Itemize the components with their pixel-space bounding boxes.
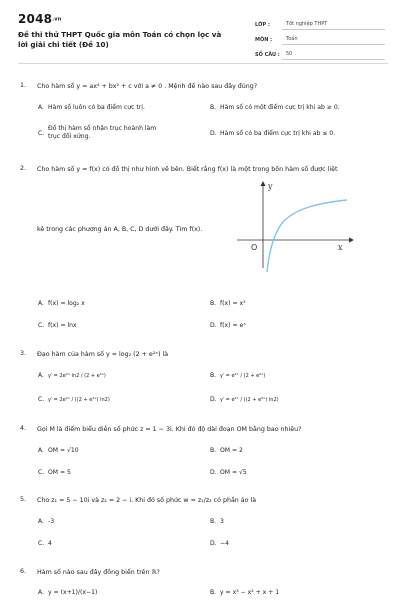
option-label: C. <box>38 396 45 403</box>
meta-value: Toán <box>282 36 385 45</box>
meta-value: 50 <box>282 51 385 60</box>
option-text: −4 <box>220 540 229 547</box>
option-text: OM = √10 <box>48 447 79 454</box>
option-label: B. <box>210 447 217 454</box>
meta-row-subject <box>255 30 385 45</box>
option-label: A. <box>38 300 44 307</box>
meta-key: LỚP : <box>255 22 270 28</box>
option-text: Đồ thị hàm số nhận trục hoành làm trục đối xứng. <box>48 125 157 140</box>
option-text: 3 <box>220 518 224 525</box>
option-text: y = (x+1)/(x−1) <box>48 589 98 596</box>
x-axis-label: x <box>338 243 343 252</box>
question-stem: Cho hàm số y = f(x) có đồ thị như hình vẽ bên. Biết rằng f(x) là một trong bốn hàm số được liệt <box>37 166 338 173</box>
option-label: A. <box>38 589 44 596</box>
meta-panel <box>255 15 385 60</box>
option-text: f(x) = eˣ <box>220 322 246 329</box>
header-divider <box>18 63 388 64</box>
option-text: y′ = e²ˣ / (2 + e²ˣ) <box>220 373 266 379</box>
question-number: 3. <box>20 350 27 357</box>
option-label: C. <box>38 322 45 329</box>
option-text: OM = 5 <box>48 469 71 476</box>
question-2-stem-continued: kê trong các phương án A, B, C, D dưới đây. Tìm f(x). <box>37 226 203 233</box>
option-text: -3 <box>48 518 55 525</box>
option-text: f(x) = lnx <box>48 322 77 329</box>
option-label: D. <box>210 469 217 476</box>
meta-key: MÔN : <box>255 37 273 43</box>
question-number: 4. <box>20 425 27 432</box>
option-label: A. <box>38 104 44 111</box>
option-text: Hàm số luôn có ba điểm cực trị. <box>48 104 145 111</box>
question-number: 2. <box>20 165 27 172</box>
option-text: y′ = e²ˣ / ((2 + e²ˣ) ln2) <box>220 397 279 403</box>
option-label: B. <box>210 300 217 307</box>
option-text: f(x) = x³ <box>220 300 246 307</box>
x-axis-arrow <box>349 238 354 243</box>
function-graph <box>237 178 362 273</box>
option-label: B. <box>210 589 217 596</box>
question-stem: Cho z₁ = 5 − 10i và z₂ = 2 − i. Khi đó số phức w = z₁/z₂ có phần ảo là <box>37 497 257 504</box>
option-text: 4 <box>48 540 52 547</box>
meta-value: Tốt nghiệp THPT <box>282 21 385 30</box>
question-number: 1. <box>20 82 27 89</box>
option-text: y = x³ − x² + x + 1 <box>220 589 280 596</box>
option-label: A. <box>38 518 44 525</box>
logo-text: 2048 <box>18 12 53 26</box>
option-text: y′ = 2e²ˣ / ((2 + e²ˣ) ln2) <box>48 397 110 403</box>
question-number: 6. <box>20 568 27 575</box>
option-label: D. <box>210 130 217 137</box>
y-axis-arrow <box>261 181 266 186</box>
option-text: Hàm số có một điểm cực trị khi ab ≥ 0. <box>220 104 340 111</box>
function-curve <box>267 200 347 272</box>
meta-key: SỐ CÂU : <box>255 52 280 58</box>
origin-label: O <box>251 243 258 252</box>
y-axis-label: y <box>268 182 273 191</box>
option-label: D. <box>210 540 217 547</box>
site-logo[interactable] <box>18 12 62 26</box>
option-label: A. <box>38 447 44 454</box>
option-label: B. <box>210 372 217 379</box>
meta-row-class <box>255 15 385 30</box>
question-stem: Cho hàm số y = ax⁴ + bx² + c với a ≠ 0 . Mệnh đề nào sau đây đúng? <box>37 83 258 90</box>
option-label: A. <box>38 372 44 379</box>
option-label: B. <box>210 104 217 111</box>
question-number: 5. <box>20 496 27 503</box>
option-text: OM = √5 <box>220 469 247 476</box>
logo-suffix: .vn <box>52 16 62 23</box>
option-label: D. <box>210 322 217 329</box>
option-text: Hàm số có ba điểm cực trị khi ab ≤ 0. <box>220 130 336 137</box>
option-text: OM = 2 <box>220 447 243 454</box>
option-text: f(x) = log₂ x <box>48 300 85 307</box>
question-stem: Hàm số nào sau đây đồng biến trên ℝ? <box>37 569 160 576</box>
option-label: C. <box>38 130 45 137</box>
option-label: C. <box>38 540 45 547</box>
document-title: Đề thi thử THPT Quốc gia môn Toán có chọn lọc và lời giải chi tiết (Đề 10) <box>18 30 222 49</box>
question-stem: Gọi M là điểm biểu diễn số phức z = 1 − 3i. Khi đó độ dài đoạn OM bằng bao nhiêu? <box>37 426 302 433</box>
option-label: C. <box>38 469 45 476</box>
option-label: B. <box>210 518 217 525</box>
option-label: D. <box>210 396 217 403</box>
question-stem: Đạo hàm của hàm số y = log₂ (2 + e²ˣ) là <box>37 351 169 358</box>
option-text: y′ = 2e²ˣ ln2 / (2 + e²ˣ) <box>48 373 106 379</box>
meta-row-count <box>255 45 385 60</box>
